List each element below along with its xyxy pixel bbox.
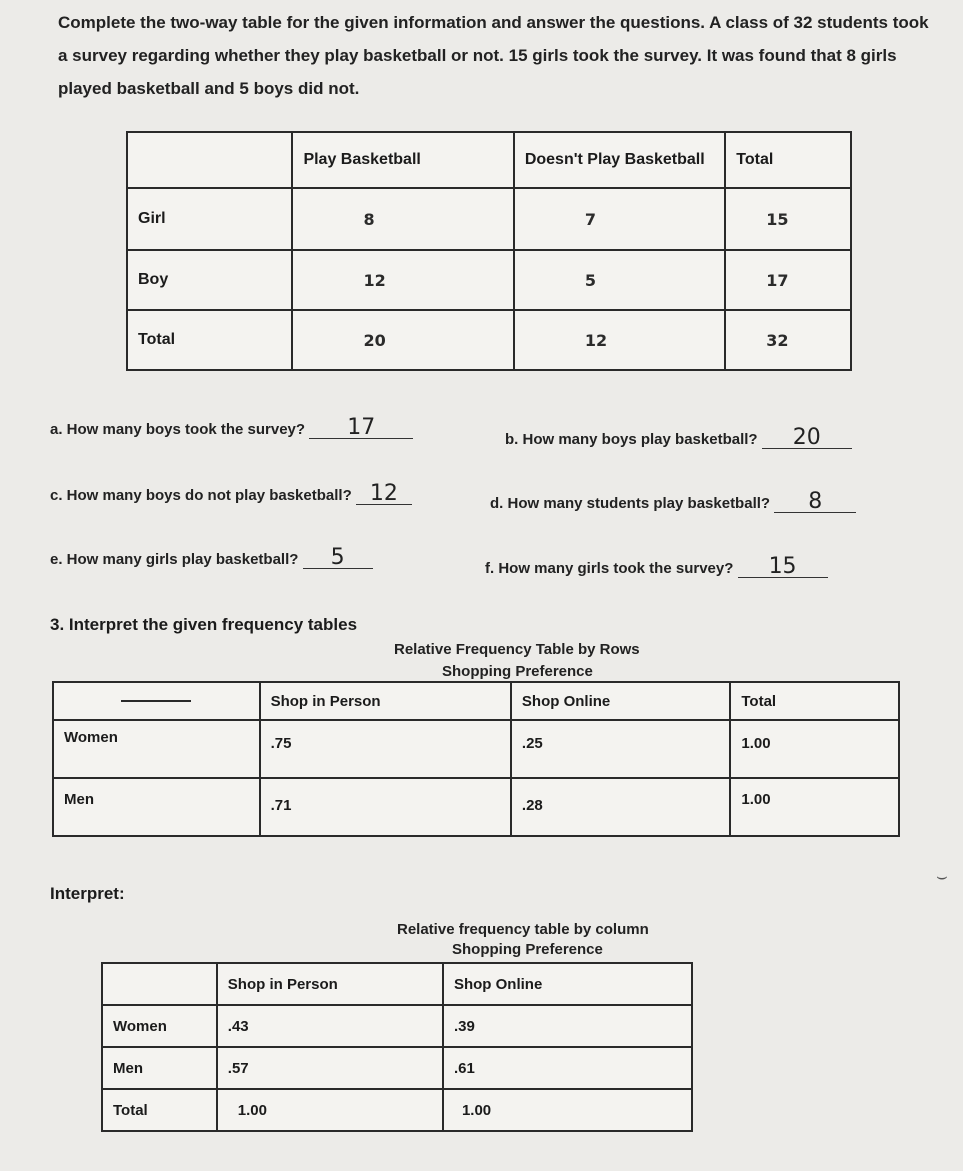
col-table-title: Relative frequency table by column <box>397 921 649 938</box>
cell-total-not-play[interactable]: 12 <box>514 310 725 370</box>
blank-line <box>121 700 191 702</box>
row-label: Total <box>127 310 292 370</box>
cell-men-online: .61 <box>443 1047 692 1089</box>
header-empty <box>127 132 292 188</box>
row-table-subtitle: Shopping Preference <box>442 663 593 680</box>
row-table-title: Relative Frequency Table by Rows <box>394 641 640 658</box>
interpret-label: Interpret: <box>50 884 125 903</box>
question-e: e. How many girls play basketball? 5 <box>50 548 373 569</box>
section-heading: 3. Interpret the given frequency tables <box>50 615 358 634</box>
cell-boy-not-play[interactable]: 5 <box>514 250 725 310</box>
cell-total-online: 1.00 <box>443 1089 692 1131</box>
cell-women-person: .43 <box>217 1005 443 1047</box>
cell-men-person: .71 <box>260 778 511 836</box>
header-not-play: Doesn't Play Basketball <box>514 132 725 188</box>
question-a: a. How many boys took the survey? 17 <box>50 418 413 439</box>
cell-women-person: .75 <box>260 720 511 778</box>
table-row <box>102 1005 692 1047</box>
table-row <box>53 720 899 778</box>
table-row <box>127 188 851 250</box>
row-label: Men <box>53 778 260 836</box>
cell-men-total: 1.00 <box>730 778 899 836</box>
answer-f[interactable]: 15 <box>738 557 828 578</box>
header-play: Play Basketball <box>292 132 513 188</box>
answer-a[interactable]: 17 <box>309 418 413 439</box>
column-relative-frequency-table <box>101 962 693 1132</box>
question-f: f. How many girls took the survey? 15 <box>485 557 828 578</box>
cell-girl-play[interactable]: 8 <box>292 188 513 250</box>
cell-grand-total[interactable]: 32 <box>725 310 851 370</box>
table-header-row <box>102 963 692 1005</box>
row-label: Boy <box>127 250 292 310</box>
cell-women-total: 1.00 <box>730 720 899 778</box>
cell-total-play[interactable]: 20 <box>292 310 513 370</box>
pencil-mark: ⌣ <box>936 866 948 886</box>
col-table-subtitle: Shopping Preference <box>452 941 603 958</box>
header-total: Total <box>725 132 851 188</box>
cell-boy-play[interactable]: 12 <box>292 250 513 310</box>
header-blank-line <box>53 682 260 720</box>
table-header-row <box>53 682 899 720</box>
header-shop-in-person: Shop in Person <box>217 963 443 1005</box>
answer-b[interactable]: 20 <box>762 428 852 449</box>
row-label: Girl <box>127 188 292 250</box>
answer-d[interactable]: 8 <box>774 492 856 513</box>
row-label: Total <box>102 1089 217 1131</box>
table-header-row <box>127 132 851 188</box>
header-shop-online: Shop Online <box>511 682 730 720</box>
header-shop-online: Shop Online <box>443 963 692 1005</box>
row-label: Women <box>53 720 260 778</box>
table-row <box>102 1089 692 1131</box>
cell-total-person: 1.00 <box>217 1089 443 1131</box>
cell-women-online: .39 <box>443 1005 692 1047</box>
header-empty <box>102 963 217 1005</box>
cell-boy-total[interactable]: 17 <box>725 250 851 310</box>
header-shop-in-person: Shop in Person <box>260 682 511 720</box>
table-row <box>127 310 851 370</box>
cell-men-person: .57 <box>217 1047 443 1089</box>
question-c: c. How many boys do not play basketball? 12 <box>50 484 412 505</box>
cell-girl-not-play[interactable]: 7 <box>514 188 725 250</box>
cell-girl-total[interactable]: 15 <box>725 188 851 250</box>
question-b: b. How many boys play basketball? 20 <box>505 428 852 449</box>
table-row <box>127 250 851 310</box>
two-way-table <box>126 131 852 371</box>
cell-women-online: .25 <box>511 720 730 778</box>
table-row <box>53 778 899 836</box>
cell-men-online: .28 <box>511 778 730 836</box>
question-d: d. How many students play basketball? 8 <box>490 492 856 513</box>
row-label: Women <box>102 1005 217 1047</box>
row-relative-frequency-table <box>52 681 900 837</box>
instructions-paragraph: Complete the two-way table for the given information and answer the questions. A class of 32 students took a survey regarding whether they play basketball or not. 15 girls took the survey. It was found that 8 girls played basketball and 5 boys did not. <box>58 13 929 98</box>
table-row <box>102 1047 692 1089</box>
answer-c[interactable]: 12 <box>356 484 412 505</box>
answer-e[interactable]: 5 <box>303 548 373 569</box>
header-total: Total <box>730 682 899 720</box>
row-label: Men <box>102 1047 217 1089</box>
